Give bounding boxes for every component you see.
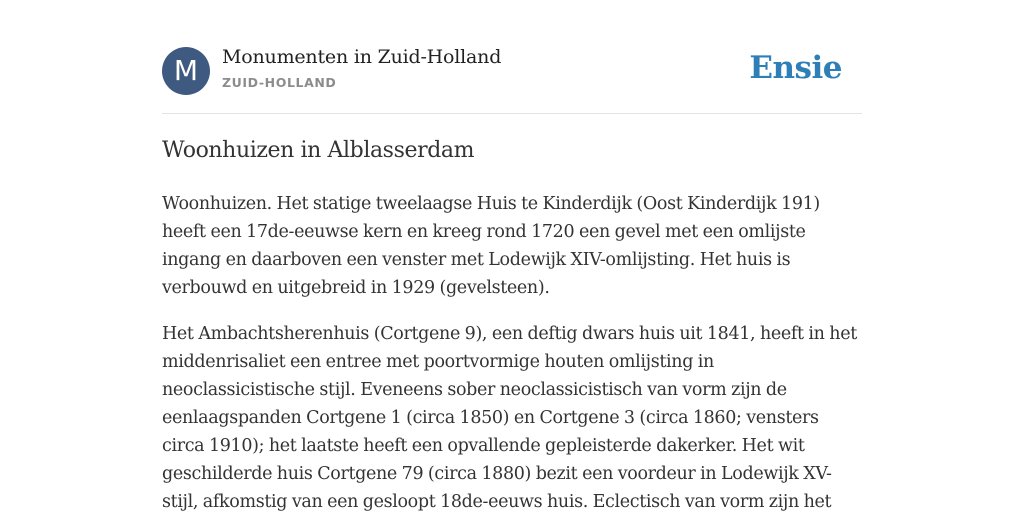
source-header [162,46,862,96]
article-body [162,190,862,512]
article-paragraph: Woonhuizen. Het statige tweelaagse Huis te Kinderdijk (Oost Kinderdijk 191) heeft een 17de-eeuwse kern en kreeg rond 1720 een gevel met een omlijste ingang en daarboven een venster met Lodewijk XIV-omlijsting. Het huis is verbouwd en uitgebreid in 1929 (gevelsteen). [162,194,820,298]
header-divider [162,113,862,114]
page-title: Woonhuizen in Alblasserdam [162,138,475,163]
avatar[interactable]: M [162,47,210,95]
article-paragraph: Het Ambachtsherenhuis (Cortgene 9), een deftig dwars huis uit 1841, heeft in het middenrisaliet een entree met poortvormige houten omlijsting in neoclassicistische stijl. Eveneens sober neoclassicistisch van vorm zijn de eenlaagspanden Cortgene 1 (circa 1850) en Cortgene 3 (circa 1860; vensters circa 1910); het laatste heeft een opvallende gepleisterde dakerker. Het wit geschilderde huis Cortgene 79 (circa 1880) bezit een voordeur in Lodewijk XV-stijl, afkomstig van een gesloopt 18de-eeuws huis. Eclectisch van vorm zijn het [162,324,857,512]
source-subtitle: ZUID-HOLLAND [222,75,337,90]
source-name-link[interactable]: Monumenten in Zuid-Holland [222,46,502,68]
brand-logo[interactable]: Ensie [749,50,842,86]
